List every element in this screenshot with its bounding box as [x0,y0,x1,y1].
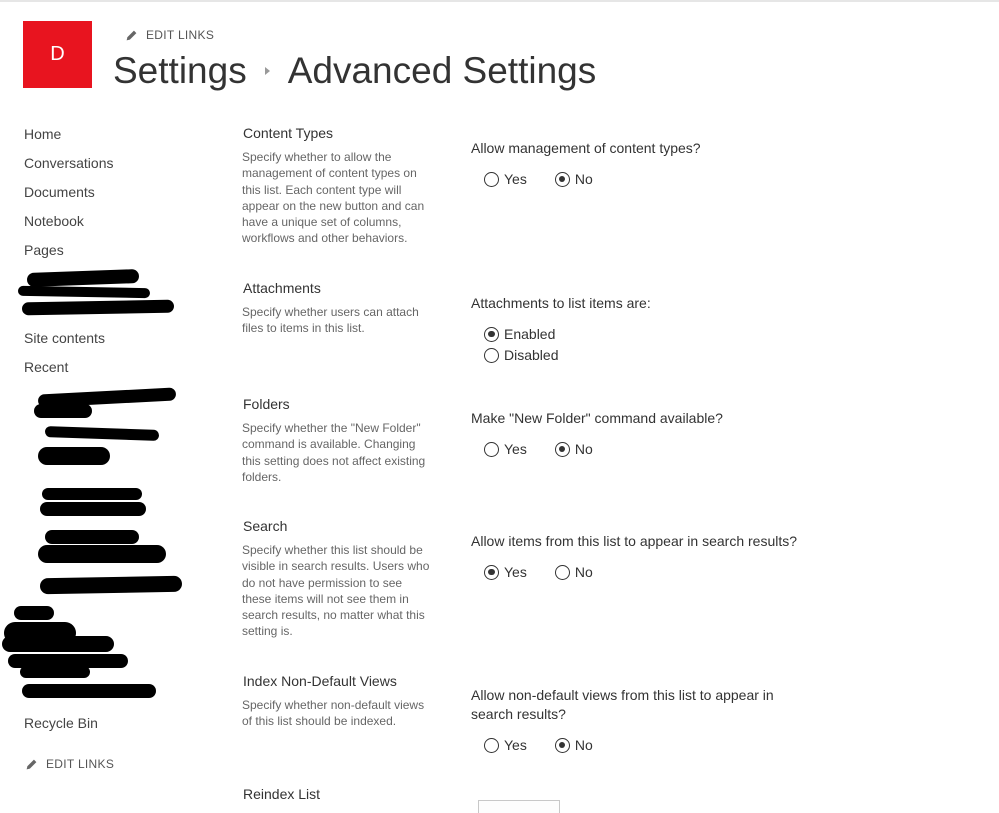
radio-label: Disabled [504,347,559,363]
question-index-views: Allow non-default views from this list to appear in search results? [471,687,774,722]
pencil-icon [125,29,138,42]
top-border [0,0,999,2]
section-desc-attachments: Specify whether users can attach files to items in this list. [242,305,419,336]
edit-links-label: EDIT LINKS [46,757,115,771]
redaction-mark [18,286,150,298]
section-title-folders: Folders [243,396,290,412]
radio-search-yes[interactable] [484,564,527,580]
question-content-types: Allow management of content types? [471,140,701,156]
redaction-mark [20,666,90,678]
redaction-mark [22,684,156,698]
redaction-mark [34,404,92,418]
radio-group-search [484,564,593,580]
edit-links-top[interactable] [125,28,214,42]
radio-content-types-no[interactable] [555,171,593,187]
radio-group-content-types [484,171,593,187]
redaction-mark [42,488,142,500]
section-desc-index-views: Specify whether non-default views of this list should be indexed. [242,698,425,729]
radio-folders-yes[interactable] [484,441,527,457]
reindex-list-button[interactable] [478,800,560,813]
nav-item-notebook[interactable]: Notebook [24,213,84,229]
radio-index-views-no[interactable] [555,737,593,753]
radio-checked-icon [484,565,499,580]
section-desc-content-types: Specify whether to allow the management of content types on this list. Each content type will appear on the new button and can have a unique set of columns, workflows and other behaviors. [242,150,425,246]
nav-item-conversations[interactable]: Conversations [24,155,114,171]
radio-group-index-views [484,737,593,753]
radio-checked-icon [484,327,499,342]
redaction-mark [45,426,159,441]
redaction-mark [45,530,139,544]
redaction-mark [27,269,139,287]
site-logo[interactable] [23,21,92,88]
radio-label: Yes [504,171,527,187]
edit-links-bottom[interactable] [25,757,114,771]
radio-checked-icon [555,172,570,187]
radio-label: No [574,737,593,753]
radio-unchecked-icon [484,348,499,363]
edit-links-label: EDIT LINKS [146,28,215,42]
radio-group-attachments [484,326,558,368]
radio-label: No [574,171,593,187]
breadcrumb-settings[interactable]: Settings [113,50,247,91]
nav-item-pages[interactable]: Pages [24,242,64,258]
radio-checked-icon [555,738,570,753]
radio-group-folders [484,441,593,457]
redaction-mark [2,636,114,652]
section-title-reindex: Reindex List [243,786,321,802]
nav-item-documents[interactable]: Documents [24,184,95,200]
redaction-mark [40,502,146,516]
redaction-mark [14,606,54,620]
page-title [113,50,596,92]
radio-checked-icon [555,442,570,457]
radio-label: Yes [504,564,527,580]
question-attachments: Attachments to list items are: [471,295,651,311]
question-search: Allow items from this list to appear in search results? [471,533,798,549]
radio-label: Yes [504,737,527,753]
radio-unchecked-icon [484,738,499,753]
breadcrumb-separator-icon [265,67,270,75]
radio-folders-no[interactable] [555,441,593,457]
radio-label: Enabled [504,326,556,342]
breadcrumb-current: Advanced Settings [287,50,597,91]
section-title-content-types: Content Types [243,125,334,141]
redaction-mark [38,447,110,465]
nav-item-recent[interactable]: Recent [24,359,69,375]
nav-item-home[interactable]: Home [24,126,62,142]
radio-label: Yes [504,441,527,457]
pencil-icon [25,758,38,771]
radio-content-types-yes[interactable] [484,171,527,187]
section-title-index-views: Index Non-Default Views [243,673,397,689]
section-title-attachments: Attachments [243,280,321,296]
site-logo-letter: D [50,43,65,65]
radio-attachments-disabled[interactable] [484,347,558,363]
redaction-mark [40,576,182,594]
section-desc-folders: Specify whether the "New Folder" command is available. Changing this setting does not affect existing folders. [242,421,426,484]
radio-attachments-enabled[interactable] [484,326,558,342]
radio-unchecked-icon [555,565,570,580]
nav-item-site-contents[interactable]: Site contents [24,330,105,346]
radio-search-no[interactable] [555,564,593,580]
radio-index-views-yes[interactable] [484,737,527,753]
redaction-mark [22,300,174,316]
radio-unchecked-icon [484,172,499,187]
question-folders: Make "New Folder" command available? [471,410,723,426]
radio-unchecked-icon [484,442,499,457]
redaction-mark [38,545,166,563]
nav-item-recycle-bin[interactable]: Recycle Bin [24,715,98,731]
radio-label: No [574,564,593,580]
section-title-search: Search [243,518,288,534]
section-desc-search: Specify whether this list should be visible in search results. Users who do not have permission to see these items will not see them in search results, no matter what this setting is. [242,543,430,639]
radio-label: No [574,441,593,457]
